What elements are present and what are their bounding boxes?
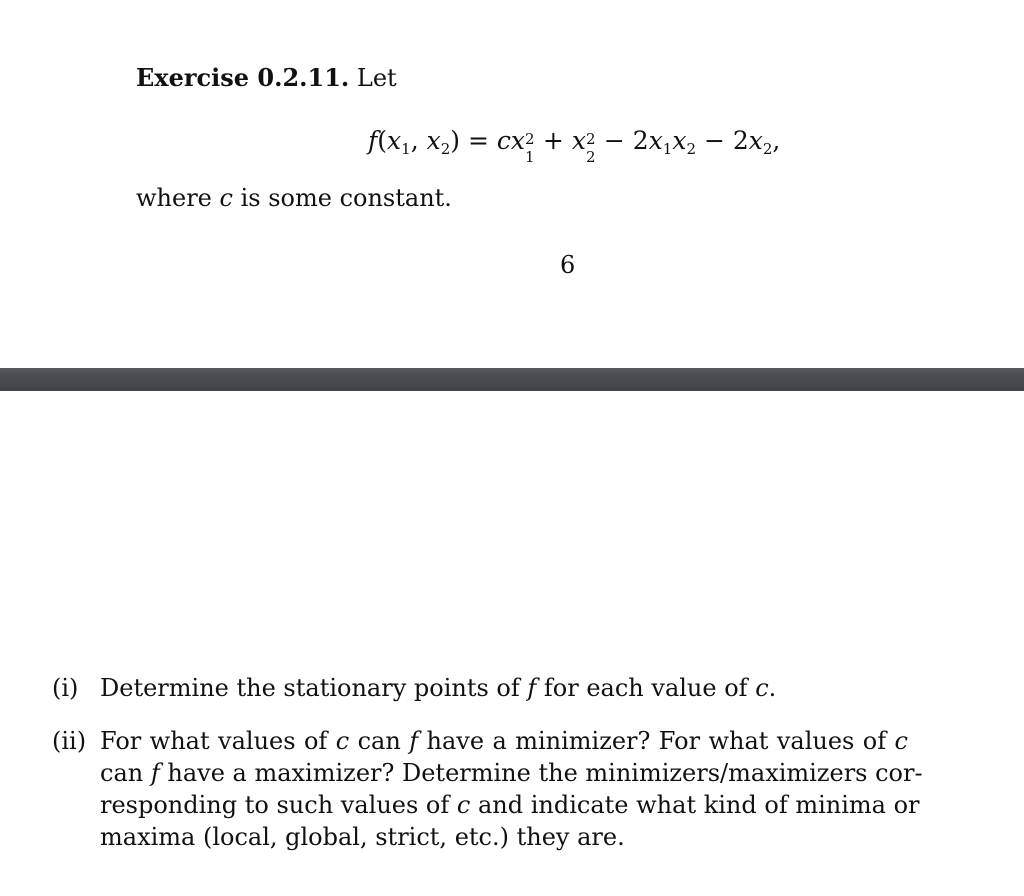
- text-line: can f have a maximizer? Determine the minimizers/maximizers cor-: [100, 759, 923, 787]
- question-text: Determine the stationary points of f for each value of c.: [100, 674, 777, 702]
- text-line: responding to such values of c and indicate what kind of minima or: [100, 791, 920, 819]
- constant-description: where c is some constant.: [136, 184, 452, 212]
- text-line: For what values of c can f have a minimizer? For what values of c: [100, 727, 908, 755]
- question-i: [52, 672, 932, 706]
- page-number: 6: [560, 251, 576, 279]
- text-line: maxima (local, global, strict, etc.) they are.: [100, 823, 625, 851]
- page-separator: [0, 368, 1024, 391]
- equation-f: f: [368, 126, 378, 155]
- exercise-heading-line: [136, 62, 397, 94]
- question-ii: [52, 725, 932, 855]
- exercise-heading: Exercise 0.2.11.: [136, 63, 350, 92]
- function-equation: $f(x_1$, $x_2$) = cx 2 1 + x 2 2 − $2x_1x_2 - 2x_2$,: [368, 126, 781, 166]
- question-text: [100, 725, 923, 853]
- question-label: (i): [52, 674, 79, 702]
- page-top: [0, 0, 1024, 368]
- exercise-intro: Let: [356, 64, 397, 92]
- question-label: (ii): [52, 727, 87, 755]
- page-bottom: [0, 391, 1024, 896]
